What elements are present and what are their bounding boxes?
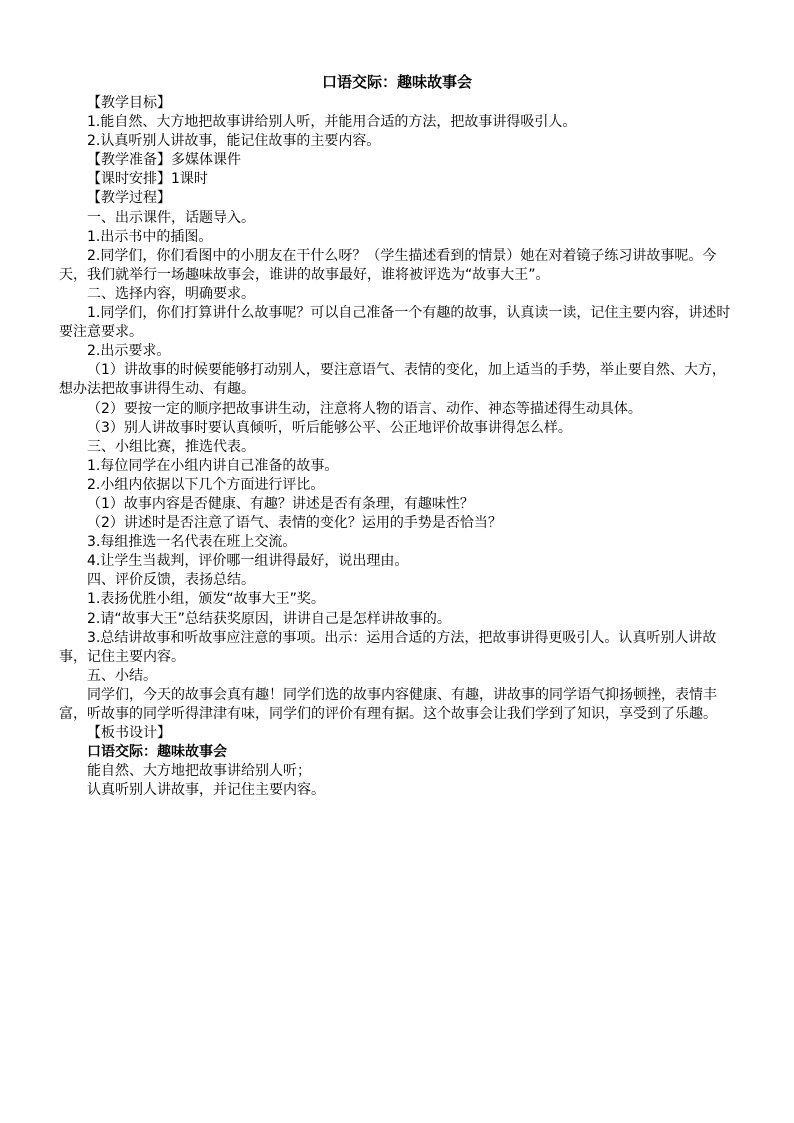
paragraph: 【课时安排】1课时: [87, 171, 208, 188]
paragraph: 2.出示要求。: [87, 343, 171, 360]
paragraph: 一、出示课件，话题导入。: [87, 209, 255, 226]
paragraph: 同学们，今天的故事会真有趣！同学们选的故事内容健康、有趣，讲故事的同学语气抑扬顿挫，表情丰富，听故事的同学听得津津有味，同学们的评价有理有据。这个故事会让我们学到了知识，享受到了乐趣。: [59, 686, 717, 722]
paragraph: 【教学过程】: [87, 190, 171, 207]
paragraph: 3.总结讲故事和听故事应注意的事项。出示：运用合适的方法，把故事讲得更吸引人。认真听别人讲故事，记住主要内容。: [59, 629, 717, 665]
paragraph: 2.同学们，你们看图中的小朋友在干什么呀？（学生描述看到的情景）她在对着镜子练习讲故事呢。今天，我们就举行一场趣味故事会，谁讲的故事最好，谁将被评选为“故事大王”。: [59, 247, 717, 283]
paragraph: 2.认真听别人讲故事，能记住故事的主要内容。: [87, 133, 381, 150]
paragraph: 4.让学生当裁判，评价哪一组讲得最好，说出理由。: [87, 553, 409, 570]
paragraph: （2）讲述时是否注意了语气、表情的变化？运用的手势是否恰当？: [87, 515, 502, 532]
paragraph: 1.出示书中的插图。: [87, 228, 213, 245]
paragraph: 1.每位同学在小组内讲自己准备的故事。: [87, 457, 339, 474]
paragraph: （1）故事内容是否健康、有趣？讲述是否有条理，有趣味性？: [87, 495, 474, 512]
document-body: [59, 94, 735, 800]
paragraph: （1）讲故事的时候要能够打动别人，要注意语气、表情的变化，加上适当的手势，举止要自然、大方，想办法把故事讲得生动、有趣。: [59, 362, 726, 398]
paragraph: 2.请“故事大王”总结获奖原因，讲讲自己是怎样讲故事的。: [87, 610, 451, 627]
document-title: 口语交际：趣味故事会: [321, 73, 472, 91]
paragraph: 口语交际：趣味故事会: [87, 744, 227, 761]
paragraph: 认真听别人讲故事，并记住主要内容。: [87, 782, 325, 799]
paragraph: 四、评价反馈，表扬总结。: [87, 572, 255, 589]
paragraph: 1.能自然、大方地把故事讲给别人听，并能用合适的方法，把故事讲得吸引人。: [87, 114, 577, 131]
paragraph: 1.同学们，你们打算讲什么故事呢？可以自己准备一个有趣的故事，认真读一读，记住主要内容，讲述时要注意要求。: [59, 305, 731, 341]
paragraph: 三、小组比赛，推选代表。: [87, 438, 255, 455]
paragraph: 3.每组推选一名代表在班上交流。: [87, 534, 297, 551]
paragraph: 【教学准备】多媒体课件: [87, 152, 241, 169]
paragraph: 【教学目标】: [87, 95, 171, 111]
paragraph: （2）要按一定的顺序把故事讲生动，注意将人物的语言、动作、神态等描述得生动具体。: [87, 400, 642, 417]
paragraph: 1.表扬优胜小组，颁发“故事大王”奖。: [87, 591, 325, 608]
paragraph: （3）别人讲故事时要认真倾听，听后能够公平、公正地评价故事讲得怎么样。: [87, 419, 572, 436]
paragraph: 能自然、大方地把故事讲给别人听；: [87, 763, 311, 780]
paragraph: 【板书设计】: [87, 725, 171, 742]
paragraph: 五、小结。: [87, 667, 157, 684]
paragraph: 2.小组内依据以下几个方面进行评比。: [87, 476, 325, 493]
paragraph: 二、选择内容，明确要求。: [87, 285, 255, 302]
document-page: [59, 72, 735, 800]
